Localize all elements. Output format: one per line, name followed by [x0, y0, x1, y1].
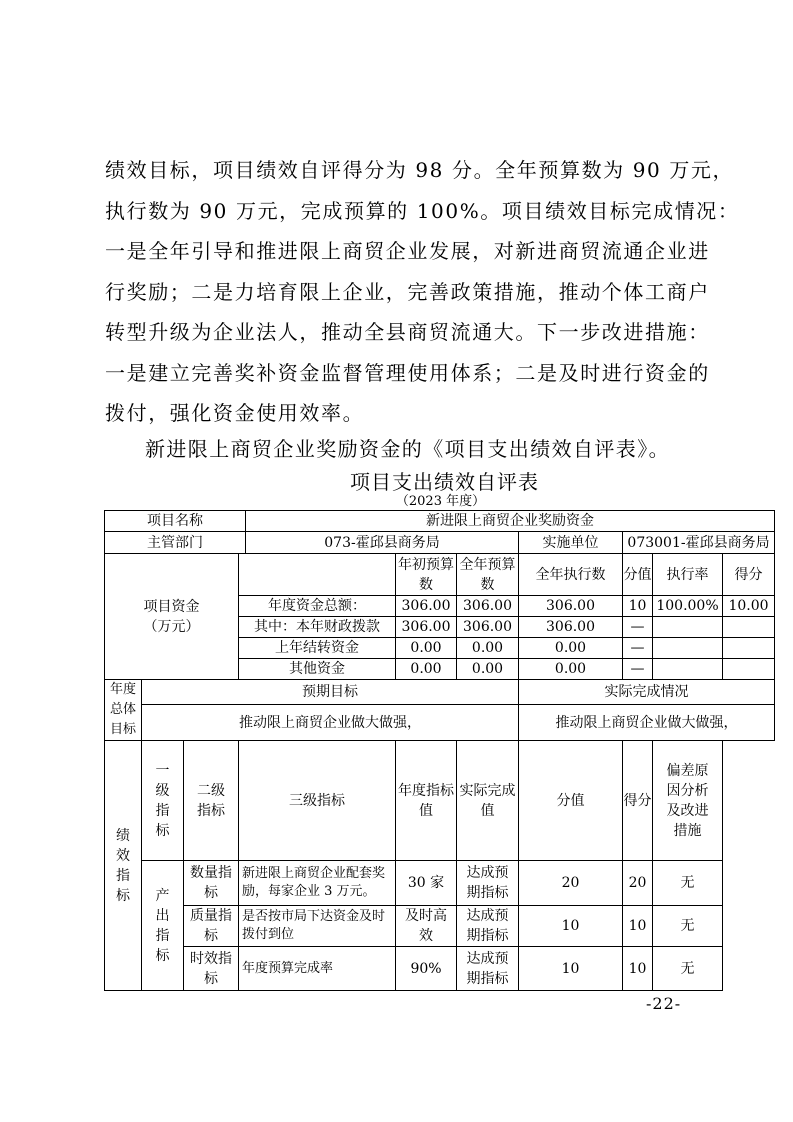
paragraph-line: 一是建立完善奖补资金监督管理使用体系；二是及时进行资金的 — [105, 360, 710, 385]
actual-cell: 达成预期指标 — [457, 947, 519, 991]
output-indicators-label: 产出指标 — [142, 861, 184, 991]
project-name-value: 新进限上商贸企业奖励资金 — [246, 511, 775, 532]
fund-score: 10.00 — [723, 596, 775, 617]
actual-cell: 达成预期指标 — [457, 861, 519, 906]
fund-executed: 0.00 — [519, 659, 623, 680]
target-header: 年度指标值 — [396, 741, 457, 861]
fund-row-label: 其他资金 — [239, 659, 396, 680]
performance-table — [104, 510, 775, 991]
table-title: 项目支出绩效自评表 — [350, 470, 539, 494]
score-cell: 10 — [623, 906, 653, 947]
table-row — [105, 532, 775, 554]
level2-cell: 质量指标 — [184, 906, 239, 947]
reason-cell: 无 — [653, 906, 723, 947]
actual-cell: 达成预期指标 — [457, 906, 519, 947]
level3-header: 三级指标 — [239, 741, 396, 861]
fund-executed: 306.00 — [519, 596, 623, 617]
target-cell: 及时高效 — [396, 906, 457, 947]
fund-annual: 306.00 — [457, 617, 519, 638]
actual-goal-header: 实际完成情况 — [519, 680, 775, 705]
table-row — [105, 906, 775, 947]
project-name-label: 项目名称 — [105, 511, 246, 532]
table-intro: 新进限上商贸企业奖励资金的《项目支出绩效自评表》。 — [145, 437, 670, 461]
score-cell: 10 — [623, 947, 653, 991]
fund-header-rate: 执行率 — [653, 554, 723, 596]
score-cell: 20 — [623, 861, 653, 906]
expected-goal-header: 预期目标 — [142, 680, 519, 705]
fund-weight: — — [623, 617, 653, 638]
fund-initial: 306.00 — [396, 617, 457, 638]
fund-header-executed: 全年执行数 — [519, 554, 623, 596]
fund-score — [723, 617, 775, 638]
level2-cell: 数量指标 — [184, 861, 239, 906]
reason-cell: 无 — [653, 947, 723, 991]
table-row — [105, 705, 775, 741]
fund-weight: 10 — [623, 596, 653, 617]
level2-cell: 时效指标 — [184, 947, 239, 991]
table-row — [105, 680, 775, 705]
dept-value: 073-霍邱县商务局 — [246, 532, 519, 554]
funds-label-cell — [105, 554, 239, 680]
perf-indicators-label: 绩效指标 — [105, 741, 142, 991]
weight-cell: 10 — [519, 906, 623, 947]
fund-row-label: 年度资金总额： — [239, 596, 396, 617]
table-row — [105, 947, 775, 991]
funds-unit: （万元） — [143, 618, 200, 635]
goal-label-part: 目标 — [109, 722, 136, 737]
goal-label-part: 总体 — [109, 702, 136, 717]
fund-header-blank — [239, 554, 396, 596]
paragraph-line: 转型升级为企业法人，推动全县商贸流通大。下一步改进措施： — [105, 320, 710, 344]
fund-header-score: 得分 — [723, 554, 775, 596]
actual-value-header: 实际完成值 — [457, 741, 519, 861]
reason-cell: 无 — [653, 861, 723, 906]
reason-header: 偏差原因分析及改进措施 — [653, 741, 723, 861]
fund-row-label: 上年结转资金 — [239, 638, 396, 659]
fund-initial: 0.00 — [396, 638, 457, 659]
fund-row-label: 其中：本年财政拨款 — [239, 617, 396, 638]
funds-label: 项目资金 — [143, 598, 200, 615]
paragraph-line: 拨付，强化资金使用效率。 — [105, 401, 365, 425]
table-row — [105, 511, 775, 532]
fund-rate — [653, 617, 723, 638]
paragraph-line: 绩效目标，项目绩效自评得分为 98 分。全年预算数为 90 万元， — [105, 158, 735, 182]
overall-goal-label — [105, 680, 142, 741]
expected-goal: 推动限上商贸企业做大做强， — [142, 705, 519, 741]
fund-score — [723, 659, 775, 680]
table-subtitle-wrap — [0, 490, 793, 509]
table-subtitle: （2023 年度） — [395, 494, 486, 509]
fund-header-initial: 年初预算数 — [396, 554, 457, 596]
dept-label: 主管部门 — [105, 532, 246, 554]
target-cell: 90% — [396, 947, 457, 991]
target-cell: 30 家 — [396, 861, 457, 906]
fund-annual: 0.00 — [457, 638, 519, 659]
level3-cell: 年度预算完成率 — [239, 947, 396, 991]
weight-header: 分值 — [519, 741, 623, 861]
score-header: 得分 — [623, 741, 653, 861]
level2-header: 二级指标 — [184, 741, 239, 861]
level1-header: 一级指标 — [142, 741, 184, 861]
fund-annual: 306.00 — [457, 596, 519, 617]
fund-initial: 0.00 — [396, 659, 457, 680]
impl-value: 073001-霍邱县商务局 — [623, 532, 775, 554]
actual-goal: 推动限上商贸企业做大做强， — [519, 705, 775, 741]
fund-score — [723, 638, 775, 659]
table-row — [105, 554, 775, 596]
weight-cell: 10 — [519, 947, 623, 991]
goal-label-part: 年度 — [109, 682, 136, 697]
level3-cell: 新进限上商贸企业配套奖励，每家企业 3 万元。 — [239, 861, 396, 906]
fund-header-annual: 全年预算数 — [457, 554, 519, 596]
paragraph-line: 执行数为 90 万元，完成预算的 100%。项目绩效目标完成情况： — [105, 198, 740, 223]
fund-rate — [653, 659, 723, 680]
fund-executed: 0.00 — [519, 638, 623, 659]
paragraph-line: 行奖励；二是力培育限上企业，完善政策措施，推动个体工商户 — [105, 279, 710, 304]
page-number: -22- — [646, 994, 682, 1013]
fund-executed: 306.00 — [519, 617, 623, 638]
weight-cell: 20 — [519, 861, 623, 906]
table-row — [105, 861, 775, 906]
paragraph-line: 一是全年引导和推进限上商贸企业发展，对新进商贸流通企业进 — [105, 239, 710, 263]
table-row — [105, 741, 775, 861]
body-paragraph — [105, 150, 740, 434]
fund-rate — [653, 638, 723, 659]
fund-annual: 0.00 — [457, 659, 519, 680]
fund-rate: 100.00% — [653, 596, 723, 617]
fund-weight: — — [623, 659, 653, 680]
level3-cell: 是否按市局下达资金及时拨付到位 — [239, 906, 396, 947]
fund-weight: — — [623, 638, 653, 659]
fund-header-weight: 分值 — [623, 554, 653, 596]
impl-label: 实施单位 — [519, 532, 623, 554]
fund-initial: 306.00 — [396, 596, 457, 617]
